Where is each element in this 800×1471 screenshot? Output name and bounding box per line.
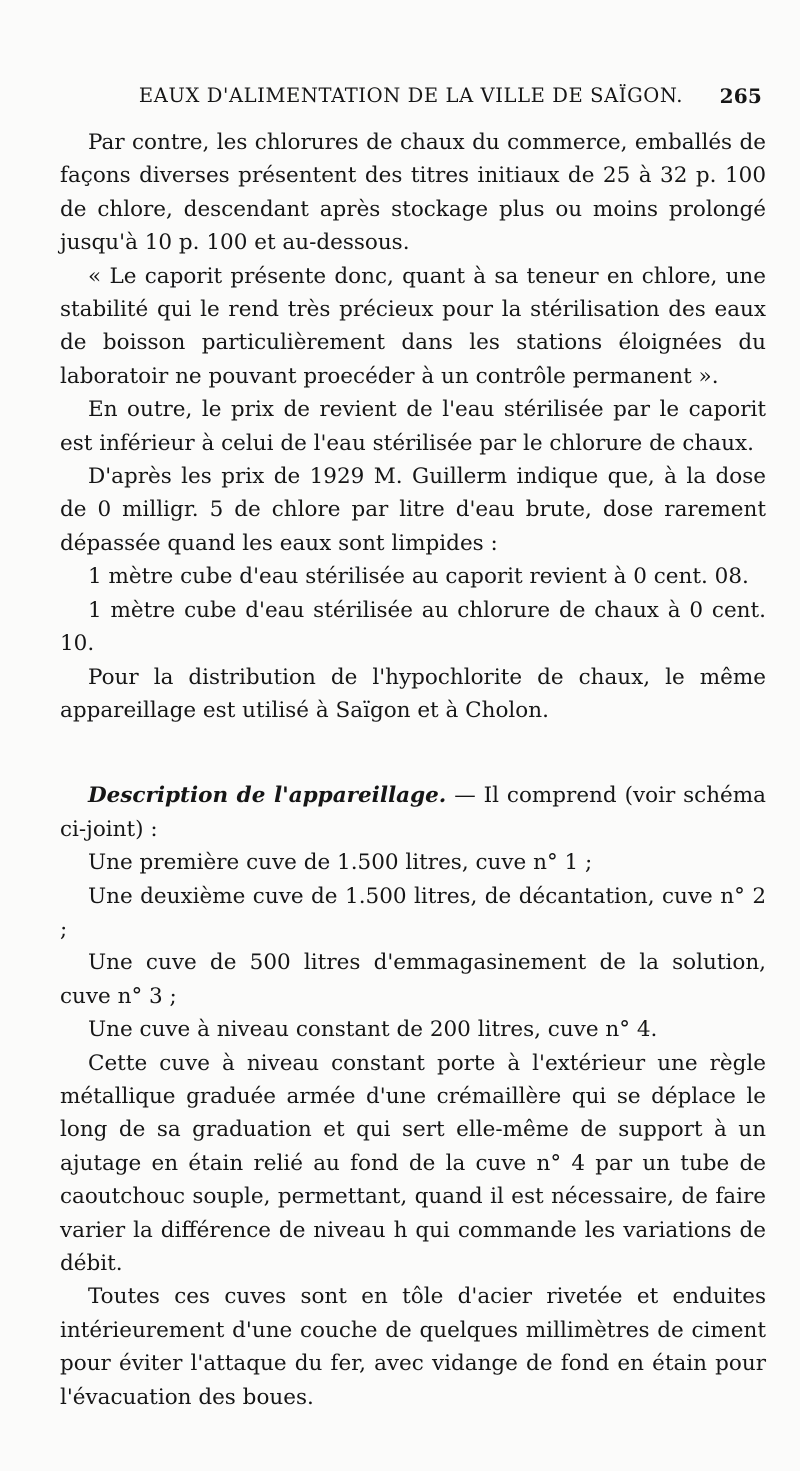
paragraph: Par contre, les chlorures de chaux du commerce, emballés de façons diverses présentent des titres initiaux de 25 à 32 p. 100 de chlore, descendant après stockage plus ou moins prolongé jusqu'à 10 p. 100 et au-dessous. <box>60 130 766 256</box>
description-paragraph <box>60 779 766 846</box>
paragraph: 1 mètre cube d'eau stérilisée au caporit revient à 0 cent. 08. <box>88 564 749 590</box>
paragraph: Toutes ces cuves sont en tôle d'acier rivetée et enduites intérieurement d'une couche de quelques millimètres de ciment pour éviter l'attaque du fer, avec vidange de fond en étain pour l'évacuation des boues. <box>60 1284 766 1410</box>
description-intro: — Il comprend (voir schéma ci-joint) : <box>60 783 766 842</box>
list-item: Une première cuve de 1.500 litres, cuve n° 1 ; <box>88 850 593 876</box>
page-number: 265 <box>719 84 762 108</box>
section-spacer <box>60 727 766 779</box>
body-text <box>60 126 766 1414</box>
running-header <box>60 84 762 124</box>
list-item: Une cuve de 500 litres d'emmagasinement de la solution, cuve n° 3 ; <box>60 950 766 1009</box>
list-item: Une cuve à niveau constant de 200 litres, cuve n° 4. <box>88 1017 658 1043</box>
running-title: EAUX D'ALIMENTATION DE LA VILLE DE SAÏGON. <box>138 84 684 107</box>
paragraph: 1 mètre cube d'eau stérilisée au chlorure de chaux à 0 cent. 10. <box>60 597 766 657</box>
list-item: Une deuxième cuve de 1.500 litres, de décantation, cuve n° 2 ; <box>60 883 766 942</box>
paragraph: Cette cuve à niveau constant porte à l'extérieur une règle métallique graduée armée d'une crémaillère qui se déplace le long de sa graduation et qui sert elle-même de support à un ajutage en étain relié au fond de la cuve n° 4 par un tube de caoutchouc souple, permettant, quand il est nécessaire, de faire varier la différence de niveau h qui commande les variations de débit. <box>60 1050 766 1276</box>
paragraph: En outre, le prix de revient de l'eau stérilisée par le caporit est inférieur à celui de l'eau stérilisée par le chlorure de chaux. <box>60 397 766 456</box>
section-heading: Description de l'appareillage. <box>88 783 447 809</box>
paragraph: D'après les prix de 1929 M. Guillerm indique que, à la dose de 0 milligr. 5 de chlore par litre d'eau brute, dose rarement dépassée quand les eaux sont limpides : <box>60 464 766 556</box>
paragraph: Pour la distribution de l'hypochlorite de chaux, le même appareillage est utilisé à Saïgon et à Cholon. <box>60 664 766 723</box>
paragraph: « Le caporit présente donc, quant à sa teneur en chlore, une stabilité qui le rend très précieux pour la stérilisation des eaux de boisson particulièrement dans les stations éloignées du laboratoir ne pouvant proecéder à un contrôle permanent ». <box>60 263 766 389</box>
